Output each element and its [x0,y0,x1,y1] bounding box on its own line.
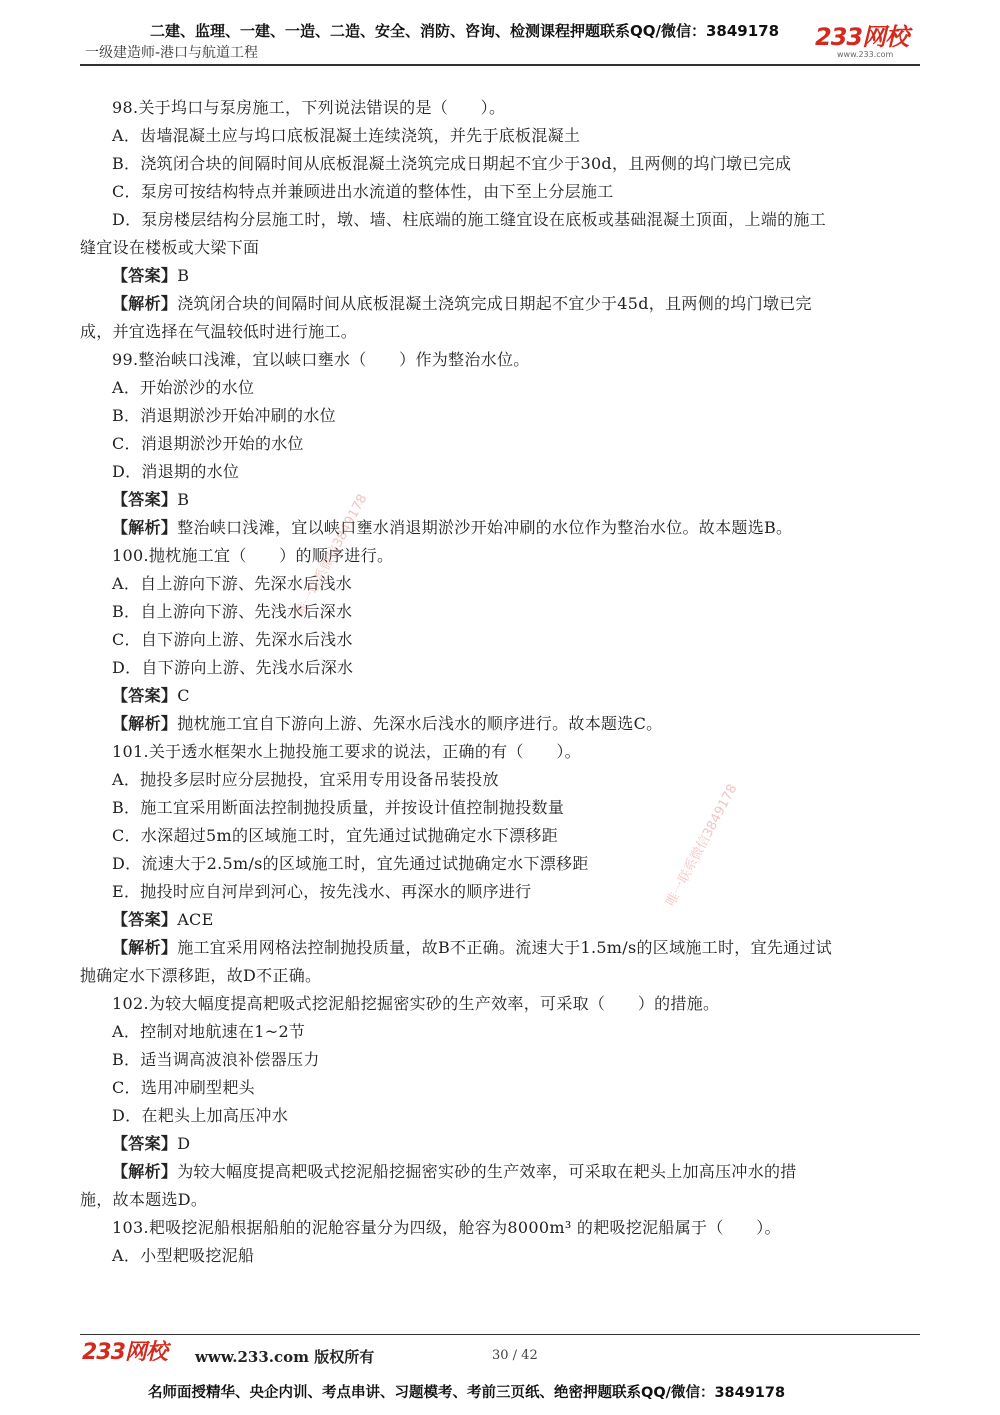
text-line [80,346,926,374]
logo-url: www.233.com [837,50,894,59]
document-title: 一级建造师-港口与航道工程 [85,45,259,61]
explanation-line [80,1158,926,1186]
brand-logo-top [815,24,920,62]
answer-line [80,682,926,710]
text-line [80,626,926,654]
text-line [80,402,926,430]
line-text: B [177,490,190,509]
logo-text-bottom: 233网校 [82,1340,167,1365]
line-text: D．消退期的水位 [112,462,240,481]
text-line [80,234,926,262]
line-text: 缝宜设在楼板或大梁下面 [80,238,260,257]
line-tag: 【答案】 [112,910,178,929]
logo-text: 233网校 [815,23,909,51]
explanation-line [80,290,926,318]
line-tag: 【答案】 [112,266,178,285]
text-line [80,654,926,682]
header-divider [80,64,920,66]
text-line [80,122,926,150]
bottom-promo-banner: 名师面授精华、央企内训、考点串讲、习题模考、考前三页纸、绝密押题联系QQ/微信：3849178 [148,1385,786,1401]
text-line [80,206,926,234]
line-tag: 【解析】 [112,518,178,537]
text-line [80,1186,926,1214]
line-text: 施工宜采用网格法控制抛投质量，故B不正确。流速大于1.5m/s的区域施工时，宜先通过试 [177,938,833,957]
footer-copyright: www.233.com 版权所有 [195,1348,375,1366]
text-line [80,178,926,206]
line-text: C．选用冲刷型耙头 [112,1078,255,1097]
line-text: C．消退期淤沙开始的水位 [112,434,304,453]
text-line [80,318,926,346]
line-text: A．自上游向下游、先深水后浅水 [112,574,353,593]
text-line [80,94,926,122]
answer-line [80,1130,926,1158]
answer-line [80,486,926,514]
explanation-line [80,710,926,738]
line-text: C [177,686,190,705]
text-line [80,1018,926,1046]
line-text: C．泵房可按结构特点并兼顾进出水流道的整体性，由下至上分层施工 [112,182,614,201]
line-text: C．自下游向上游、先深水后浅水 [112,630,353,649]
text-line [80,1242,926,1270]
line-text: 102.为较大幅度提高耙吸式挖泥船挖掘密实砂的生产效率，可采取（ ）的措施。 [112,994,720,1013]
text-line [80,458,926,486]
line-text: D．在耙头上加高压冲水 [112,1106,289,1125]
answer-line [80,262,926,290]
answer-line [80,906,926,934]
watermark-2: 唯一联系微信3849178 [663,781,741,909]
line-text: 成，并宜选择在气温较低时进行施工。 [80,322,358,341]
brand-logo-bottom [82,1340,167,1366]
line-tag: 【解析】 [112,294,178,313]
line-text: B．适当调高波浪补偿器压力 [112,1050,320,1069]
text-line [80,374,926,402]
text-line [80,822,926,850]
line-tag: 【答案】 [112,490,178,509]
line-text: B．施工宜采用断面法控制抛投质量，并按设计值控制抛投数量 [112,798,565,817]
line-text: 施，故本题选D。 [80,1190,208,1209]
line-text: ACE [177,910,214,929]
text-line [80,430,926,458]
line-text: 98.关于坞口与泵房施工，下列说法错误的是（ ）。 [112,98,506,117]
top-promo-banner: 二建、监理、一建、一造、二造、安全、消防、咨询、检测课程押题联系QQ/微信：3849178 [150,22,780,40]
page-number: 30 / 42 [492,1348,538,1363]
line-tag: 【答案】 [112,686,178,705]
text-line [80,598,926,626]
line-text: B [177,266,190,285]
line-text: A．开始淤沙的水位 [112,378,255,397]
line-text: D．流速大于2.5m/s的区域施工时，宜先通过试抛确定水下漂移距 [112,854,589,873]
text-line [80,794,926,822]
line-text: D．自下游向上游、先浅水后深水 [112,658,354,677]
line-text: D．泵房楼层结构分层施工时，墩、墙、柱底端的施工缝宜设在底板或基础混凝土顶面，上端的施工 [112,210,827,229]
line-text: B．浇筑闭合块的间隔时间从底板混凝土浇筑完成日期起不宜少于30d，且两侧的坞门墩已完成 [112,154,792,173]
line-text: 抛确定水下漂移距，故D不正确。 [80,966,322,985]
text-line [80,738,926,766]
line-tag: 【解析】 [112,938,178,957]
line-text: E．抛投时应自河岸到河心，按先浅水、再深水的顺序进行 [112,882,532,901]
line-text: 99.整治峡口浅滩，宜以峡口壅水（ ）作为整治水位。 [112,350,530,369]
text-line [80,542,926,570]
line-text: 103.耙吸挖泥船根据船舶的泥舱容量分为四级，舱容为8000m³ 的耙吸挖泥船属于（ ）。 [112,1218,781,1237]
text-line [80,570,926,598]
explanation-line [80,934,926,962]
text-line [80,850,926,878]
line-text: 为较大幅度提高耙吸式挖泥船挖掘密实砂的生产效率，可采取在耙头上加高压冲水的措 [177,1162,797,1181]
text-line [80,150,926,178]
line-tag: 【解析】 [112,714,178,733]
line-text: 101.关于透水框架水上抛投施工要求的说法，正确的有（ ）。 [112,742,581,761]
line-text: C．水深超过5m的区域施工时，宜先通过试抛确定水下漂移距 [112,826,558,845]
explanation-line [80,514,926,542]
line-text: 浇筑闭合块的间隔时间从底板混凝土浇筑完成日期起不宜少于45d，且两侧的坞门墩已完 [177,294,812,313]
footer-divider [80,1334,920,1335]
watermark-1: 唯一联系微信3849178 [293,491,371,619]
line-text: A．齿墙混凝土应与坞口底板混凝土连续浇筑，并先于底板混凝土 [112,126,581,145]
text-line [80,962,926,990]
line-text: A．控制对地航速在1~2节 [112,1022,306,1041]
text-line [80,878,926,906]
text-line [80,1214,926,1242]
line-text: B．消退期淤沙开始冲刷的水位 [112,406,336,425]
text-line [80,1074,926,1102]
document-body [80,94,926,1270]
line-tag: 【答案】 [112,1134,178,1153]
text-line [80,1046,926,1074]
line-text: 100.抛枕施工宜（ ）的顺序进行。 [112,546,394,565]
line-text: B．自上游向下游、先浅水后深水 [112,602,353,621]
line-text: 抛枕施工宜自下游向上游、先深水后浅水的顺序进行。故本题选C。 [177,714,663,733]
line-text: A．抛投多层时应分层抛投，宜采用专用设备吊装投放 [112,770,499,789]
text-line [80,1102,926,1130]
line-text: A．小型耙吸挖泥船 [112,1246,255,1265]
text-line [80,990,926,1018]
line-text: D [177,1134,191,1153]
text-line [80,766,926,794]
line-tag: 【解析】 [112,1162,178,1181]
line-text: 整治峡口浅滩，宜以峡口壅水消退期淤沙开始冲刷的水位作为整治水位。故本题选B。 [177,518,793,537]
